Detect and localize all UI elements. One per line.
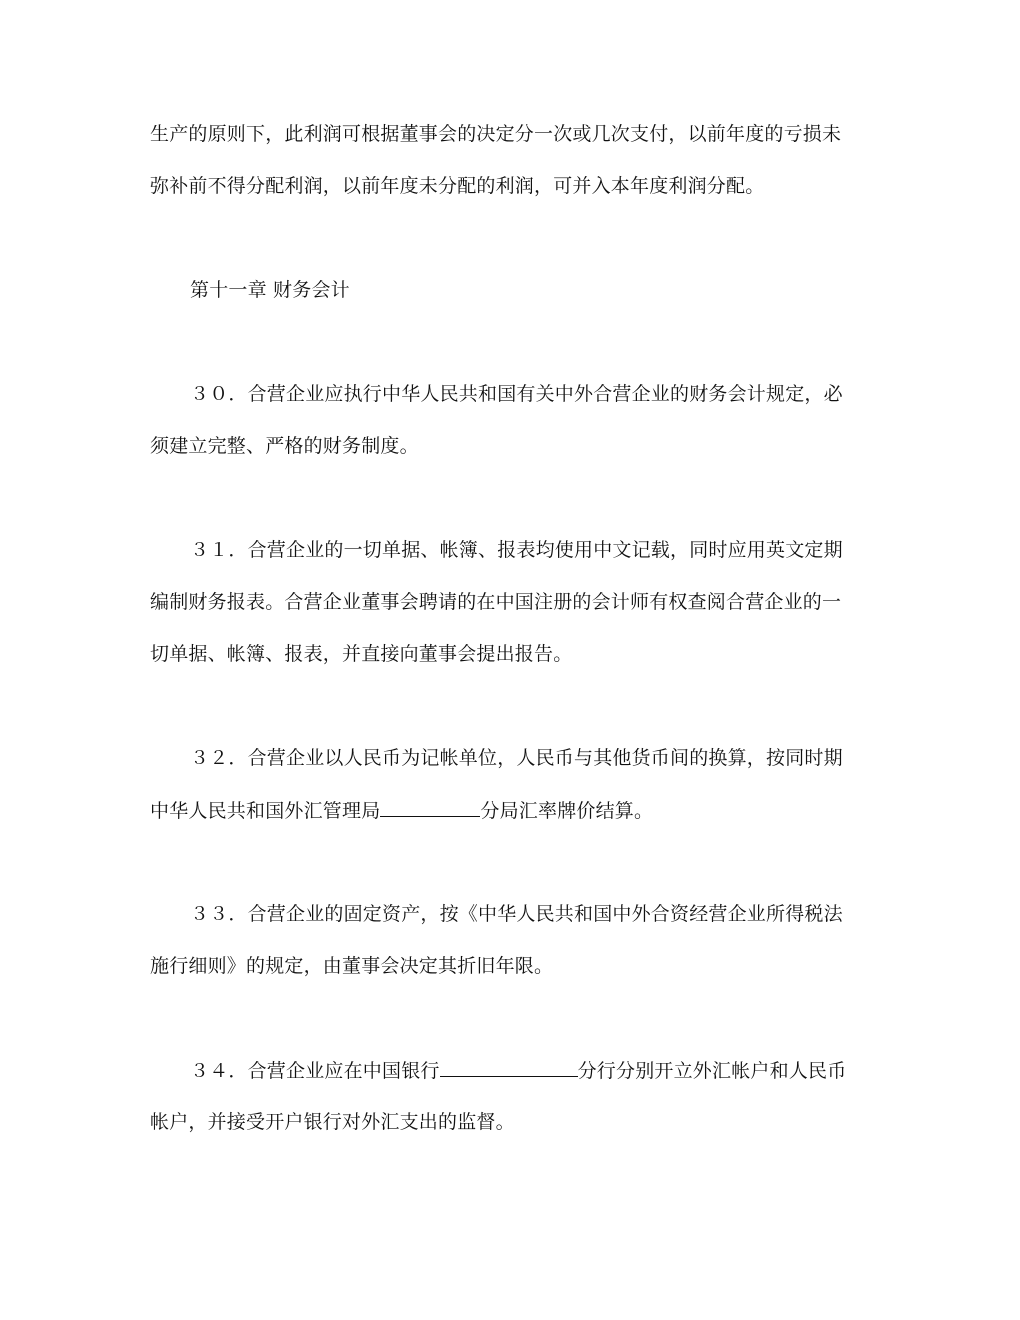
- paragraph-33-line-2: 施行细则》的规定，由董事会决定其折旧年限。: [150, 955, 554, 977]
- paragraph-32-line-2-suffix: 分局汇率牌价结算。: [480, 800, 654, 822]
- paragraph-34-line-1-suffix: 分行分别开立外汇帐户和人民币: [577, 1060, 847, 1082]
- paragraph-31-line-1: ３１．合营企业的一切单据、帐簿、报表均使用中文记载，同时应用英文定期: [190, 539, 843, 561]
- paragraph-32-line-1: ３２．合营企业以人民币为记帐单位，人民币与其他货币间的换算，按同时期: [190, 747, 843, 769]
- fill-in-blank-branch: [380, 798, 480, 817]
- paragraph-30-line-1: ３０．合营企业应执行中华人民共和国有关中外合营企业的财务会计规定，必: [190, 383, 843, 405]
- paragraph-32-line-2: [150, 798, 870, 823]
- chapter-heading: 第十一章 财务会计: [190, 279, 350, 301]
- paragraph-34-line-1-prefix: ３４．合营企业应在中国银行: [190, 1060, 440, 1082]
- paragraph-30-line-2: 须建立完整、严格的财务制度。: [150, 435, 419, 457]
- paragraph-intro-line-1: 生产的原则下，此利润可根据董事会的决定分一次或几次支付，以前年度的亏损未: [150, 123, 842, 145]
- paragraph-31-line-3: 切单据、帐簿、报表，并直接向董事会提出报告。: [150, 643, 573, 665]
- paragraph-34-line-2: 帐户，并接受开户银行对外汇支出的监督。: [150, 1111, 515, 1133]
- paragraph-34-line-1: [190, 1058, 870, 1083]
- fill-in-blank-bank-branch: [440, 1058, 578, 1077]
- paragraph-33-line-1: ３３．合营企业的固定资产，按《中华人民共和国中外合资经营企业所得税法: [190, 903, 843, 925]
- paragraph-intro-line-2: 弥补前不得分配利润，以前年度未分配的利润，可并入本年度利润分配。: [150, 175, 765, 197]
- paragraph-32-line-2-prefix: 中华人民共和国外汇管理局: [150, 800, 381, 822]
- paragraph-31-line-2: 编制财务报表。合营企业董事会聘请的在中国注册的会计师有权查阅合营企业的一: [150, 591, 842, 613]
